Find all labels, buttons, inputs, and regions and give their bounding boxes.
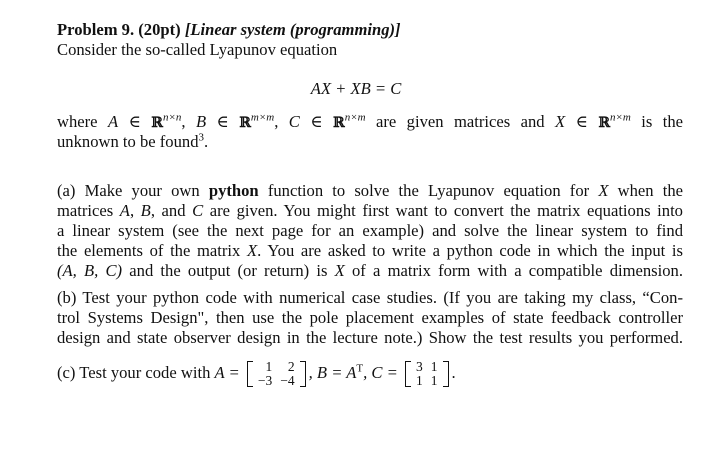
C-equals: , C = xyxy=(363,362,398,382)
in-symbol: ∈ xyxy=(575,112,588,131)
matrix-C-cell: 1 xyxy=(430,373,438,388)
footnote-mark: 3 xyxy=(198,131,204,144)
part-a-text: of a matrix form with a compatible dimension. xyxy=(352,261,683,280)
transpose-mark: T xyxy=(356,362,364,375)
matrix-A-cell: 2 xyxy=(287,359,295,374)
real-set-symbol: ℝ xyxy=(333,115,345,131)
where-line-2 xyxy=(57,132,208,152)
matrix-C-cell: 1 xyxy=(416,373,423,388)
is-the-text: is the xyxy=(641,112,684,131)
part-c-text: (c) Test your code with xyxy=(57,362,211,382)
part-a-text: (a) Make your own xyxy=(57,181,200,200)
part-a-text: function to solve the Lyapunov equation for xyxy=(267,181,590,200)
python-keyword: python xyxy=(208,181,259,200)
var-A: A xyxy=(119,201,130,220)
part-a-text: the elements of the matrix xyxy=(57,241,241,260)
var-C: C xyxy=(192,201,204,220)
A-equals: A = xyxy=(214,362,240,382)
var-X: X xyxy=(247,241,258,260)
given-text: are given matrices and xyxy=(376,112,545,131)
part-b-line-1: (b) Test your python code with numerical case studies. (If you are taking my class, “Con- xyxy=(57,288,683,307)
in-symbol: ∈ xyxy=(310,112,323,131)
where-word: where xyxy=(57,112,98,131)
var-X: X xyxy=(598,181,609,200)
problem-number: Problem 9. (20pt) xyxy=(57,20,181,39)
var-B: B xyxy=(140,201,151,220)
in-symbol: ∈ xyxy=(216,112,229,131)
part-a-text: are given. You might first want to convert the matrix equations into xyxy=(209,201,683,220)
var-C: C xyxy=(288,112,300,131)
var-X: X xyxy=(334,261,345,280)
period: . xyxy=(204,132,209,151)
part-a-line-3: a linear system (see the next page for an example) and solve the linear system to find xyxy=(57,221,683,240)
dim-A: n×n xyxy=(162,111,182,124)
real-set-symbol: ℝ xyxy=(598,115,610,131)
matrix-A-cell: −3 xyxy=(257,373,273,388)
real-set-symbol: ℝ xyxy=(151,115,163,131)
matrix-A-cell: −4 xyxy=(280,373,295,388)
input-tuple: (A, B, C) xyxy=(57,261,123,280)
dim-X: n×m xyxy=(609,111,631,124)
real-set-symbol: ℝ xyxy=(239,115,251,131)
part-b-line-2: trol Systems Design", then use the pole placement examples of state feedback controller xyxy=(57,308,683,327)
part-a-text: . You are asked to write a python code in which the input is xyxy=(257,241,683,260)
lyapunov-equation: AX + XB = C xyxy=(310,79,402,98)
matrix-C-cell: 3 xyxy=(416,359,423,374)
in-symbol: ∈ xyxy=(128,112,141,131)
part-a-text: matrices xyxy=(57,201,114,220)
B-equals: , B = A xyxy=(308,362,357,382)
part-a-text: and the output (or return) is xyxy=(129,261,328,280)
problem-intro: Consider the so-called Lyapunov equation xyxy=(57,40,338,59)
part-a-line-1 xyxy=(57,181,683,201)
matrix-C xyxy=(404,360,450,388)
part-a-line-5 xyxy=(57,261,683,281)
var-X: X xyxy=(555,112,566,131)
matrix-C-cell: 1 xyxy=(430,359,438,374)
part-b-line-3: design and state observer design in the lecture note.) Show the test results you performed. xyxy=(57,328,683,347)
unknown-text: unknown to be found xyxy=(57,132,199,151)
period: . xyxy=(451,362,456,382)
part-a-line-2 xyxy=(57,201,683,221)
and-text: , and xyxy=(150,201,186,220)
dim-B: m×m xyxy=(250,111,275,124)
var-A: A xyxy=(107,112,119,131)
matrix-A-cell: 1 xyxy=(265,359,273,374)
matrix-A xyxy=(246,360,307,388)
problem-topic: [Linear system (programming)] xyxy=(184,20,401,39)
part-c-line xyxy=(57,360,456,388)
dim-C: n×m xyxy=(344,111,366,124)
comma: , xyxy=(129,201,135,220)
part-a-text: when the xyxy=(617,181,684,200)
where-line-1: where A ∈ ℝ$^{n\times n}$, B ∈ ℝ$^{m\times m}$, C ∈ ℝ$^{n\times m}$ are given matrices and X ∈ ℝ$^{n\times m}$ is the xyxy=(57,111,684,131)
problem-heading xyxy=(57,20,401,40)
var-B: B xyxy=(195,112,207,131)
part-a-line-4 xyxy=(57,241,683,261)
